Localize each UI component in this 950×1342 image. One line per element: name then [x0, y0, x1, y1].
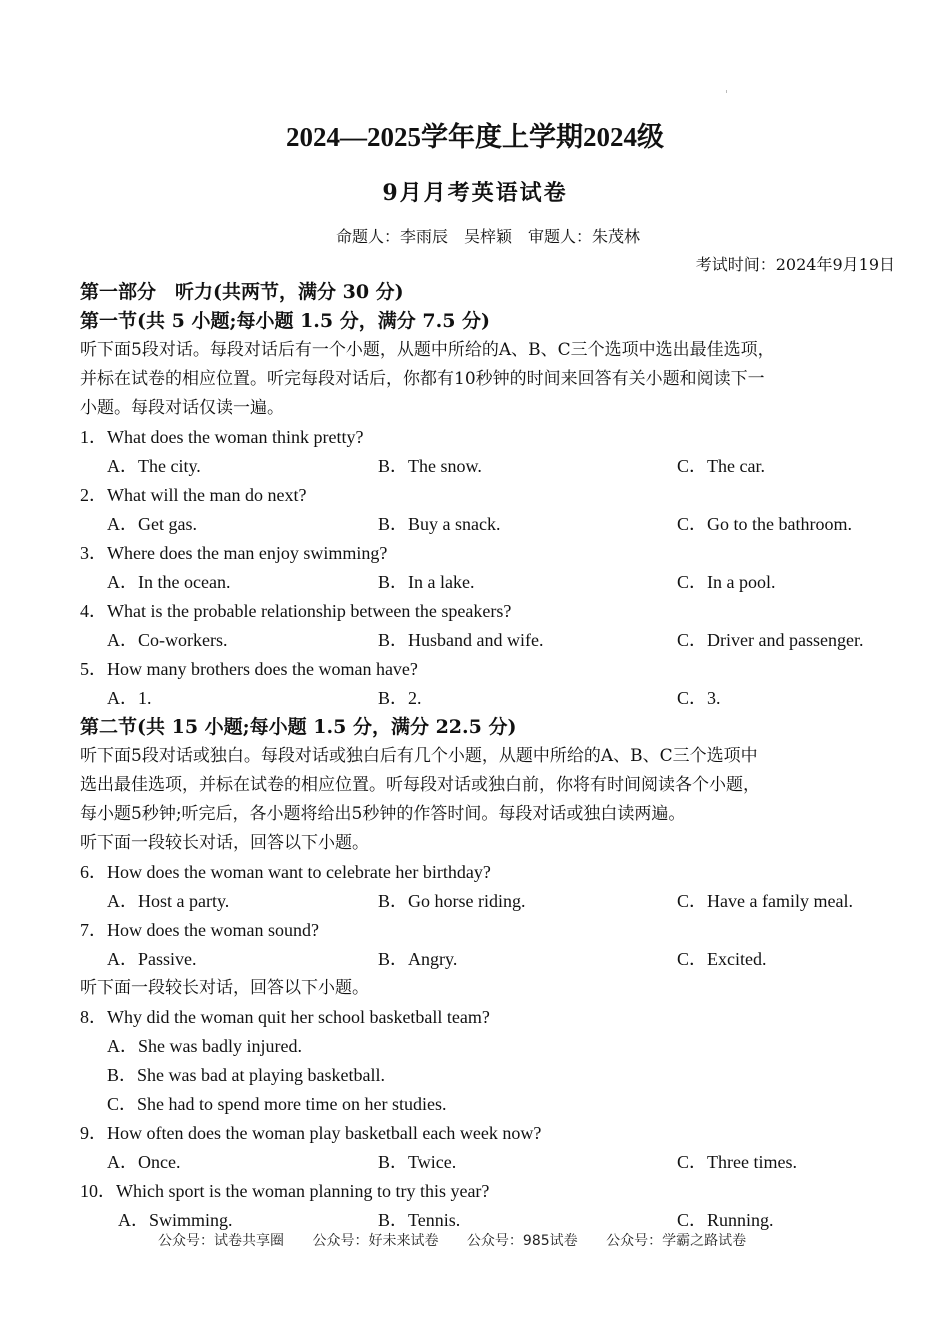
exam-title-line2: 9月月考英语试卷 — [382, 180, 568, 206]
option-c: C．Go to the bathroom. — [677, 514, 852, 534]
section2-heading: 第二节(共 15 小题;每小题 1.5 分，满分 22.5 分) — [80, 716, 517, 738]
option-a: A．Swimming. — [118, 1210, 233, 1230]
option-c: C．The car. — [677, 456, 765, 476]
option-a: A．Get gas. — [107, 514, 197, 534]
footer-text: 公众号：试卷共享圈 — [158, 1233, 284, 1249]
question-4-stem: 4．What is the probable relationship between the speakers? — [80, 601, 512, 621]
option-b: B．Tennis. — [378, 1210, 461, 1230]
question-3-options — [80, 568, 900, 597]
option-b: B．Buy a snack. — [378, 514, 501, 534]
option-c: C．Three times. — [677, 1152, 797, 1172]
passage-note: 听下面一段较长对话，回答以下小题。 — [80, 978, 369, 998]
option-a: A．Passive. — [107, 949, 197, 969]
footer-text: 公众号：985试卷 — [466, 1233, 578, 1249]
question-10-stem: 10．Which sport is the woman planning to try this year? — [80, 1181, 490, 1201]
question-3-stem: 3．Where does the man enjoy swimming? — [80, 543, 388, 563]
option-b: B．In a lake. — [378, 572, 475, 592]
question-7-stem: 7．How does the woman sound? — [80, 920, 319, 940]
question-6-stem: 6．How does the woman want to celebrate her birthday? — [80, 862, 491, 882]
option-a: A．Once. — [107, 1152, 181, 1172]
exam-title-line1: 2024—2025学年度上学期2024级 — [286, 122, 664, 152]
question-2-options — [80, 510, 900, 539]
option-c: C．Excited. — [677, 949, 767, 969]
question-7-options — [80, 945, 900, 974]
exam-time: 考试时间：2024年9月19日 — [695, 255, 895, 274]
section2-instruction-line: 选出最佳选项，并标在试卷的相应位置。听每段对话或独白前，你将有时间阅读各个小题， — [80, 775, 760, 795]
question-5-stem: 5．How many brothers does the woman have? — [80, 659, 418, 679]
question-1-stem: 1．What does the woman think pretty? — [80, 427, 364, 447]
section1-instruction-line: 并标在试卷的相应位置。听完每段对话后，你都有10秒钟的时间来回答有关小题和阅读下一 — [80, 369, 765, 389]
option-a: A．Co-workers. — [107, 630, 228, 650]
question-9-stem: 9．How often does the woman play basketball each week now? — [80, 1123, 542, 1143]
question-1-options — [80, 452, 900, 481]
option-c: C．3. — [677, 688, 721, 708]
option-c: C．Running. — [677, 1210, 774, 1230]
option-c: C．Have a family meal. — [677, 891, 853, 911]
option-b: B．Twice. — [378, 1152, 457, 1172]
question-2-stem: 2．What will the man do next? — [80, 485, 307, 505]
question-6-options — [80, 887, 900, 916]
question-8-stem: 8．Why did the woman quit her school basketball team? — [80, 1007, 490, 1027]
part1-heading: 第一部分 听力(共两节，满分 30 分) — [80, 281, 404, 303]
option-b: B．The snow. — [378, 456, 482, 476]
exam-authors: 命题人：李雨辰 吴梓颖 审题人：朱茂林 — [335, 227, 640, 246]
option-a: A．1. — [107, 688, 152, 708]
option-b: B．2. — [378, 688, 422, 708]
section1-instruction-line: 小题。每段对话仅读一遍。 — [80, 398, 284, 418]
exam-content — [80, 278, 900, 1235]
question-9-options — [80, 1148, 900, 1177]
section2-instruction-line: 听下面5段对话或独白。每段对话或独白后有几个小题，从题中所给的A、B、C三个选项中 — [80, 746, 758, 766]
section1-heading: 第一节(共 5 小题;每小题 1.5 分，满分 7.5 分) — [80, 310, 491, 332]
footer-text: 公众号：好未来试卷 — [312, 1233, 439, 1249]
question-4-options — [80, 626, 900, 655]
section1-instruction-line: 听下面5段对话。每段对话后有一个小题，从题中所给的A、B、C三个选项中选出最佳选项， — [80, 340, 775, 360]
option-c: C．In a pool. — [677, 572, 776, 592]
option-a: A．She was badly injured. — [107, 1036, 302, 1056]
section2-instruction-line: 每小题5秒钟;听完后，各小题将给出5秒钟的作答时间。每段对话或独白读两遍。 — [80, 804, 686, 824]
option-a: A．Host a party. — [107, 891, 230, 911]
option-b: B．She was bad at playing basketball. — [107, 1065, 385, 1085]
option-b: B．Husband and wife. — [378, 630, 544, 650]
option-c: C．She had to spend more time on her studies. — [107, 1094, 447, 1114]
scan-mark — [726, 90, 727, 93]
passage-note: 听下面一段较长对话，回答以下小题。 — [80, 833, 369, 853]
footer-text: 公众号：学霸之路试卷 — [606, 1233, 747, 1249]
option-b: B．Go horse riding. — [378, 891, 526, 911]
option-a: A．In the ocean. — [107, 572, 231, 592]
option-b: B．Angry. — [378, 949, 458, 969]
question-5-options — [80, 684, 900, 713]
page-footer — [158, 1230, 770, 1250]
option-a: A．The city. — [107, 456, 201, 476]
option-c: C．Driver and passenger. — [677, 630, 864, 650]
